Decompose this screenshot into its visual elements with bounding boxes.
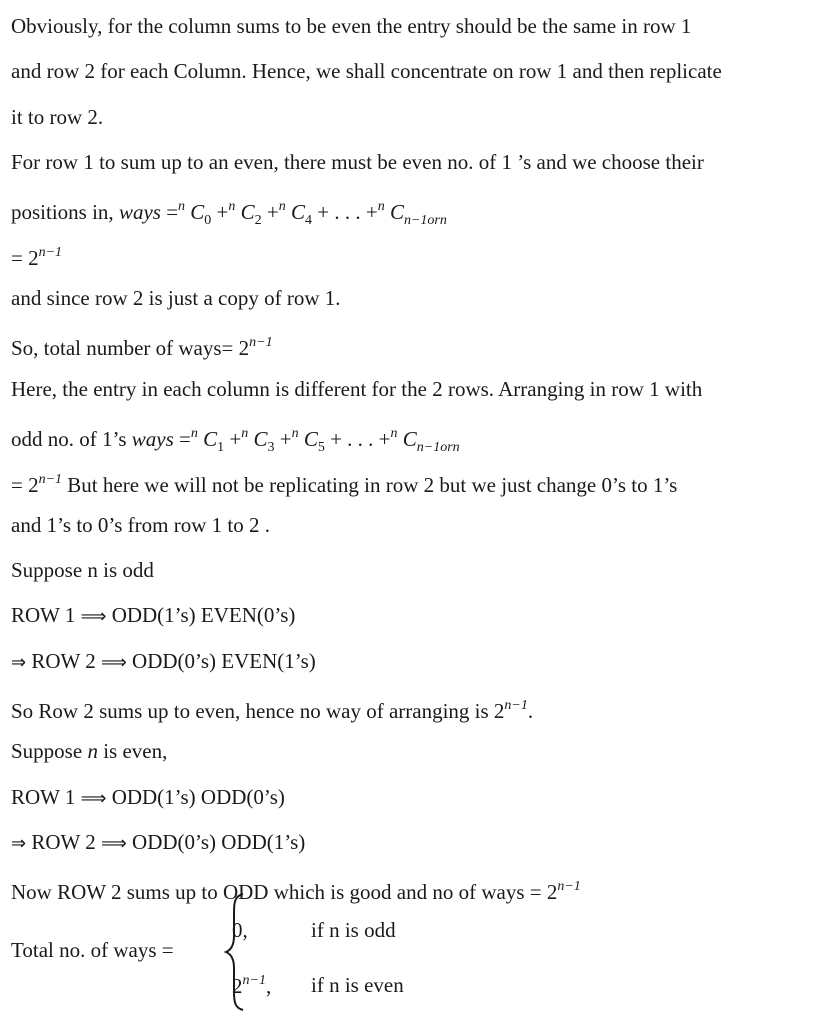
- text: ROW 2: [26, 830, 101, 854]
- text: ,: [265, 974, 272, 998]
- text: positions in,: [11, 200, 119, 224]
- text-line: [11, 466, 677, 499]
- text: ODD(0’s) EVEN(1’s): [126, 649, 316, 673]
- dots: + . . . +: [324, 427, 391, 451]
- text: ROW 1: [11, 785, 81, 809]
- implies-arrow: ⟹: [100, 652, 127, 673]
- text-line: Here, the entry in each column is different for the 2 rows. Arranging in row 1 with: [11, 377, 703, 401]
- piecewise-total: [11, 890, 431, 1015]
- equals: =: [173, 427, 191, 451]
- text: = 2: [11, 473, 39, 497]
- sub: n−1orn: [403, 213, 447, 228]
- binom-c: C: [389, 200, 404, 224]
- exponent: n−1: [38, 472, 63, 487]
- exponent: n−1: [249, 335, 273, 350]
- sup-n: n: [178, 199, 186, 214]
- sup-n: n: [241, 426, 249, 441]
- binom-c: C: [303, 427, 318, 451]
- text-line: and 1’s to 0’s from row 1 to 2 .: [11, 513, 270, 537]
- implies-arrow: ⇒: [11, 652, 27, 673]
- text: odd no. of 1’s: [11, 427, 132, 451]
- ways-word: ways: [131, 427, 174, 451]
- text-line: For row 1 to sum up to an even, there must be even no. of 1 ’s and we choose their: [11, 150, 704, 174]
- text: So Row 2 sums up to even, hence no way of arranging is 2: [11, 699, 505, 723]
- even-case-title: [11, 737, 167, 765]
- dots: + . . . +: [312, 200, 378, 224]
- plus: +: [261, 200, 279, 224]
- text-line: [11, 329, 273, 362]
- odd-row1: [11, 601, 295, 631]
- odd-case-title: Suppose n is odd: [11, 558, 154, 582]
- binom-c: C: [402, 427, 417, 451]
- case-even-value: [232, 973, 271, 999]
- sub: 3: [267, 440, 275, 455]
- sup-n: n: [291, 426, 299, 441]
- text: .: [527, 699, 534, 723]
- binom-c: C: [253, 427, 268, 451]
- text: ODD(0’s) ODD(1’s): [126, 830, 306, 854]
- text: Now ROW 2 sums up to ODD which is good and no of ways = 2: [11, 880, 558, 904]
- exponent: n−1: [557, 879, 581, 894]
- plus: +: [211, 200, 229, 224]
- even-row2: [11, 828, 305, 858]
- formula-result: [11, 239, 62, 272]
- sub: n−1orn: [416, 440, 460, 455]
- text: So, total number of ways= 2: [11, 336, 250, 360]
- formula-line-odd-combinations: [11, 420, 460, 462]
- sup-n: n: [377, 199, 385, 214]
- sub: 2: [254, 213, 262, 228]
- sup-n: n: [228, 199, 236, 214]
- implies-arrow: ⟹: [80, 788, 107, 809]
- text: ODD(1’s) ODD(0’s): [106, 785, 285, 809]
- text: ODD(1’s) EVEN(0’s): [106, 603, 296, 627]
- sup-n: n: [390, 426, 398, 441]
- text-line: Obviously, for the column sums to be even the entry should be the same in row 1: [11, 14, 692, 38]
- sub: 1: [217, 440, 225, 455]
- exponent: n−1: [38, 245, 63, 260]
- text: ROW 2: [26, 649, 101, 673]
- plus: +: [274, 427, 292, 451]
- text-line: and since row 2 is just a copy of row 1.: [11, 286, 341, 310]
- total-label: Total no. of ways =: [11, 938, 174, 962]
- sub: 4: [305, 213, 313, 228]
- text: But here we will not be replicating in row 2 but we just change 0’s to 1’s: [62, 473, 678, 497]
- sub: 5: [317, 440, 325, 455]
- exponent: n−1: [504, 698, 528, 713]
- equals: =: [160, 200, 179, 224]
- implies-arrow: ⟹: [80, 606, 107, 627]
- text: ROW 1: [11, 603, 81, 627]
- odd-row2: [11, 647, 316, 677]
- text: = 2: [11, 246, 39, 270]
- case-odd-condition: if n is odd: [311, 918, 396, 942]
- binom-c: C: [190, 200, 205, 224]
- exponent: n−1: [242, 973, 266, 988]
- implies-arrow: ⇒: [11, 833, 27, 854]
- plus: +: [224, 427, 242, 451]
- var-n: n: [87, 739, 98, 763]
- text: Suppose: [11, 739, 88, 763]
- ways-word: ways: [118, 200, 161, 224]
- binom-c: C: [291, 200, 306, 224]
- binom-c: C: [203, 427, 218, 451]
- binom-c: C: [240, 200, 255, 224]
- even-row1: [11, 783, 285, 813]
- case-odd-value: 0,: [232, 918, 248, 942]
- text-line: and row 2 for each Column. Hence, we shall concentrate on row 1 and then replicate: [11, 59, 722, 83]
- formula-line-even-combinations: [11, 193, 447, 235]
- text: is even,: [97, 739, 168, 763]
- sup-n: n: [190, 426, 198, 441]
- text-line: it to row 2.: [11, 105, 104, 129]
- text: 2: [232, 974, 243, 998]
- sub: 0: [204, 213, 212, 228]
- case-even-condition: if n is even: [311, 973, 404, 997]
- odd-conclusion: [11, 692, 533, 725]
- sup-n: n: [278, 199, 286, 214]
- implies-arrow: ⟹: [100, 833, 127, 854]
